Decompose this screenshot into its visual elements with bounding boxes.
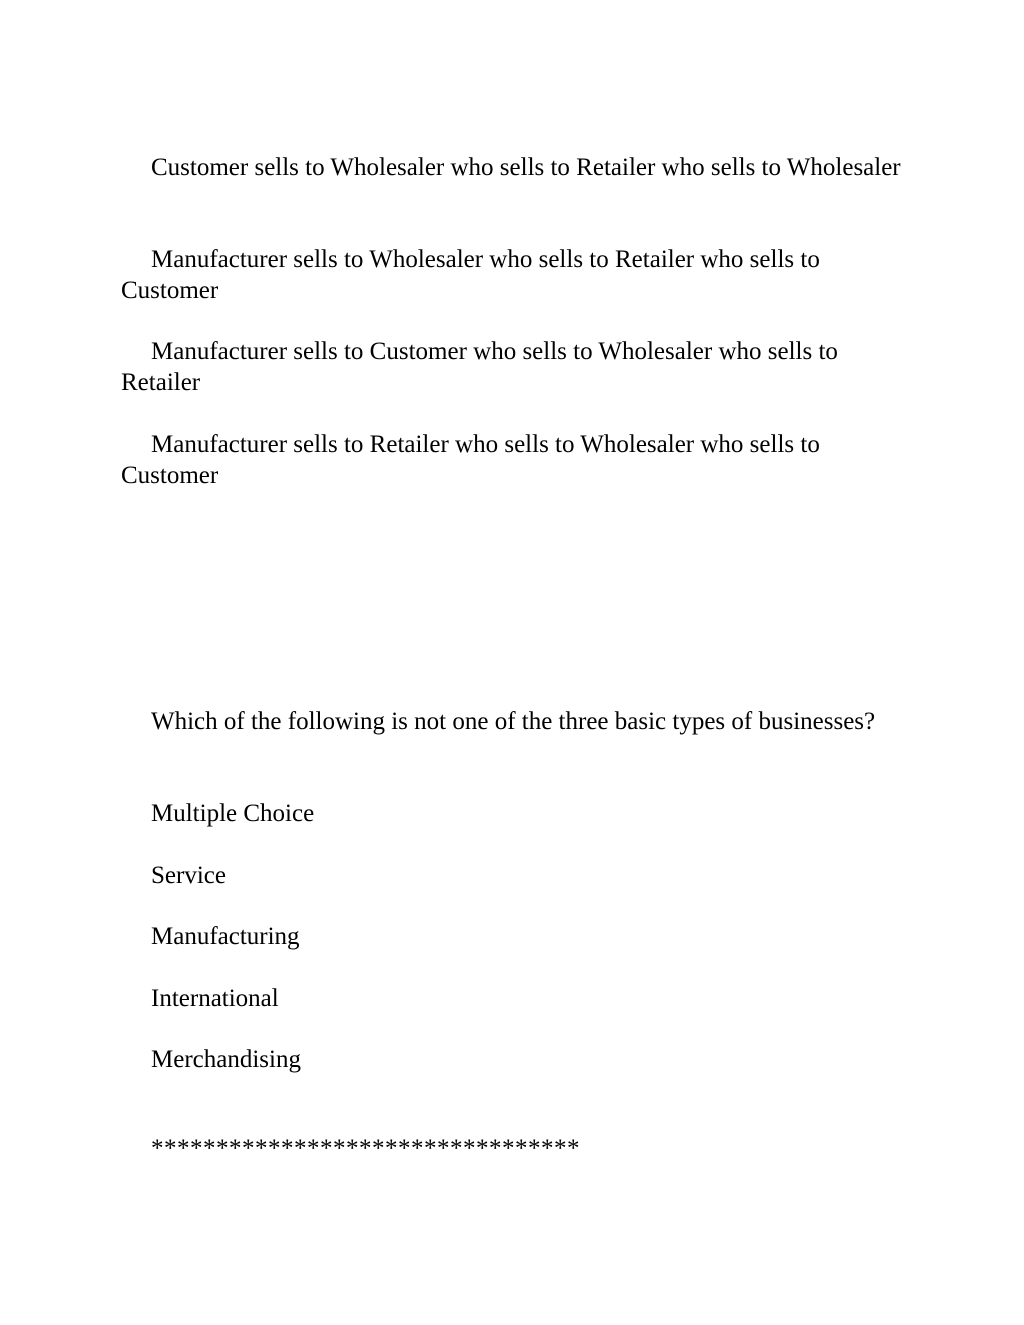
previous-option-4: Manufacturer sells to Retailer who sells to Wholesaler who sells to Customer <box>121 431 820 489</box>
section-separator: ********************************* <box>151 1135 580 1162</box>
previous-option-3: Manufacturer sells to Customer who sells to Wholesaler who sells to Retailer <box>121 338 838 396</box>
answer-option-international: International <box>151 985 279 1012</box>
question-prompt: Which of the following is not one of the three basic types of businesses? <box>151 708 876 735</box>
question-format-label: Multiple Choice <box>151 800 315 827</box>
answer-option-merchandising: Merchandising <box>151 1046 301 1073</box>
answer-option-manufacturing: Manufacturing <box>151 923 300 950</box>
previous-option-1: Customer sells to Wholesaler who sells to Retailer who sells to Wholesaler <box>151 154 901 181</box>
previous-option-2: Manufacturer sells to Wholesaler who sells to Retailer who sells to Customer <box>121 246 820 304</box>
answer-option-service: Service <box>151 862 226 889</box>
